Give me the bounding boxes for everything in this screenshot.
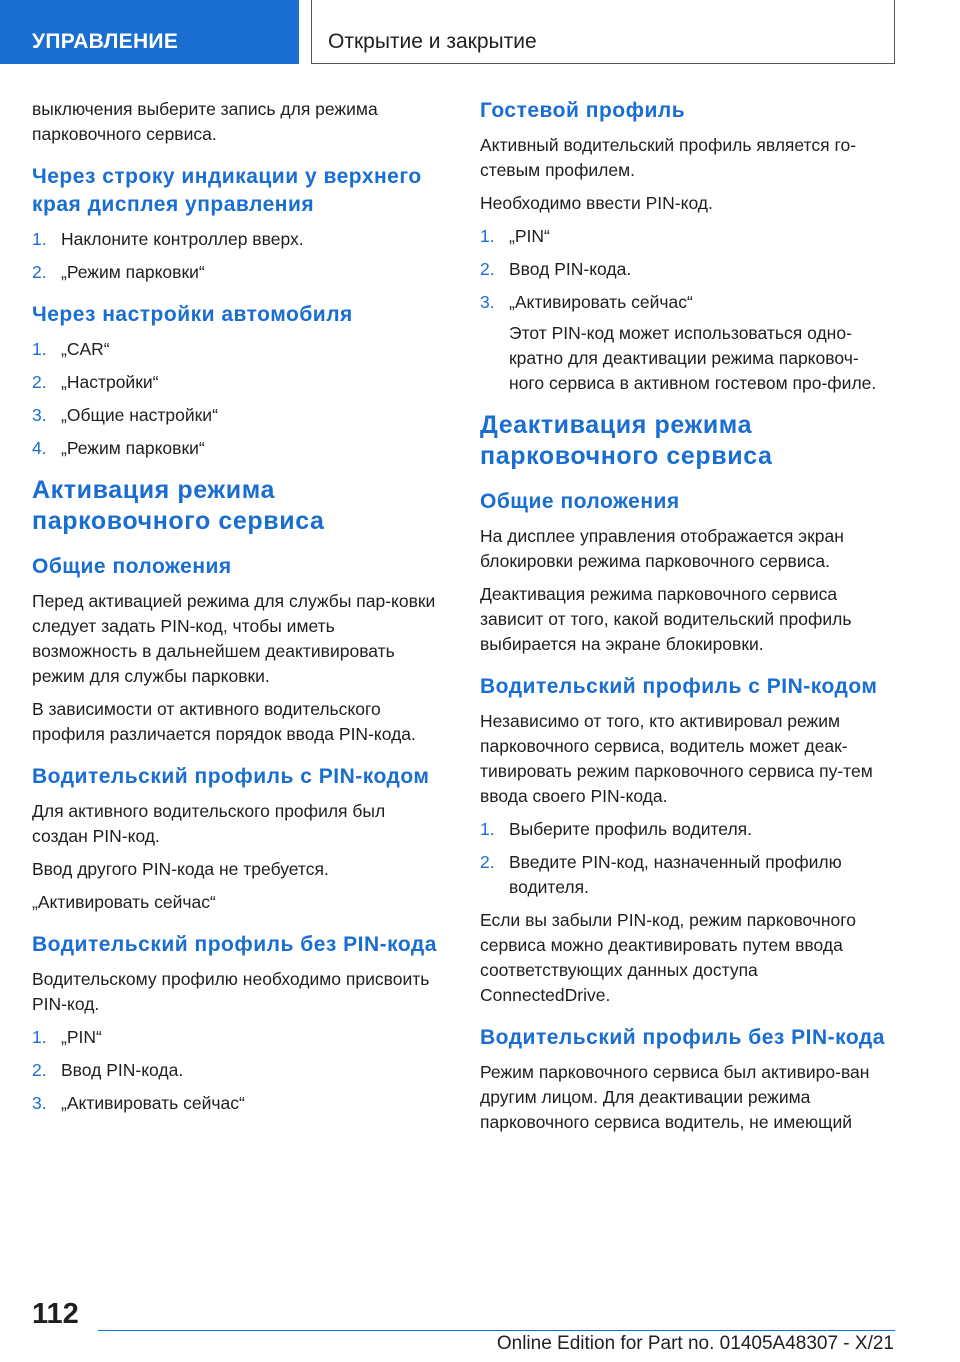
paragraph: Ввод другого PIN-кода не требуется. — [32, 859, 329, 879]
guest-note: Этот PIN-код может использоваться одно-кратно для деактивации режима парковоч-ного сервиса в активном гостевом про-филе. — [509, 323, 877, 393]
page-number: 112 — [32, 1298, 79, 1330]
paragraph: Если вы забыли PIN-код, режим парковочного сервиса можно деактивировать путем ввода соответствующих данных доступа ConnectedDrive. — [480, 910, 857, 1005]
list-item: 3. „Общие настройки“ — [32, 405, 218, 425]
section-tab: УПРАВЛЕНИЕ — [0, 0, 299, 64]
paragraph: На дисплее управления отображается экран блокировки режима парковочного сервиса. — [480, 526, 844, 571]
heading-profile-with-pin: Водительский профиль с PIN-кодом — [32, 765, 430, 788]
footer-edition: Online Edition for Part no. 01405A48307 - X/21 — [496, 1333, 894, 1354]
list-item: 3. „Активировать сейчас“ — [32, 1093, 245, 1113]
heading-deactivation: Деактивация режима парковочного сервиса — [480, 411, 773, 470]
heading-vehicle-settings: Через настройки автомобиля — [32, 303, 353, 326]
paragraph: Режим парковочного сервиса был активиро-ван другим лицом. Для деактивации режима парковочного сервиса водитель, не имеющий — [480, 1062, 870, 1132]
steps-without-pin — [32, 1025, 444, 1116]
paragraph: В зависимости от активного водительского профиля различается порядок ввода PIN-кода. — [32, 699, 416, 744]
list-item: 2. Введите PIN-код, назначенный профилю водителя. — [480, 852, 842, 897]
heading-general: Общие положения — [32, 555, 232, 578]
heading-general: Общие положения — [480, 490, 680, 513]
heading-status-bar: Через строку индикации у верхнего края дисплея управления — [32, 165, 422, 216]
left-column — [32, 97, 444, 1124]
heading-profile-with-pin: Водительский профиль с PIN-кодом — [480, 675, 878, 698]
paragraph: Перед активацией режима для службы пар-ковки следует задать PIN-код, чтобы иметь возможность в дальнейшем деактивировать режим для службы парковки. — [32, 591, 436, 686]
steps-guest — [480, 224, 892, 315]
paragraph: Необходимо ввести PIN-код. — [480, 193, 713, 213]
paragraph: Водительскому профилю необходимо присвоить PIN-код. — [32, 969, 430, 1014]
paragraph: Независимо от того, кто активировал режим парковочного сервиса, водитель может деак-тивировать режим парковочного сервиса пу-тем ввода своего PIN-кода. — [480, 711, 873, 806]
list-item: 2. Ввод PIN-кода. — [32, 1060, 184, 1080]
list-item: 1. „CAR“ — [32, 339, 110, 359]
steps-vehicle-settings — [32, 337, 444, 461]
paragraph: „Активировать сейчас“ — [32, 892, 216, 912]
right-column — [480, 97, 892, 1143]
intro-paragraph: выключения выберите запись для режима парковочного сервиса. — [32, 99, 378, 144]
list-item: 1. Наклоните контроллер вверх. — [32, 229, 304, 249]
list-item: 1. „PIN“ — [480, 226, 550, 246]
paragraph: Активный водительский профиль является го-стевым профилем. — [480, 135, 857, 180]
heading-profile-without-pin: Водительский профиль без PIN-кода — [32, 933, 437, 956]
list-item: 2. Ввод PIN-кода. — [480, 259, 632, 279]
footer-divider — [98, 1330, 895, 1331]
list-item: 2. „Режим парковки“ — [32, 262, 205, 282]
chapter-title: Открытие и закрытие — [311, 0, 895, 64]
heading-guest-profile: Гостевой профиль — [480, 99, 686, 122]
list-item: 3. „Активировать сейчас“ — [480, 292, 693, 312]
list-item: 1. „PIN“ — [32, 1027, 102, 1047]
heading-activation: Активация режима парковочного сервиса — [32, 476, 325, 535]
list-item: 1. Выберите профиль водителя. — [480, 819, 752, 839]
list-item: 4. „Режим парковки“ — [32, 438, 205, 458]
list-item: 2. „Настройки“ — [32, 372, 159, 392]
heading-profile-without-pin: Водительский профиль без PIN-кода — [480, 1026, 885, 1049]
steps-deactivation — [480, 817, 892, 900]
paragraph: Деактивация режима парковочного сервиса зависит от того, какой водительский профиль выбирается на экране блокировки. — [480, 584, 852, 654]
paragraph: Для активного водительского профиля был создан PIN-код. — [32, 801, 386, 846]
steps-status-bar — [32, 227, 444, 285]
